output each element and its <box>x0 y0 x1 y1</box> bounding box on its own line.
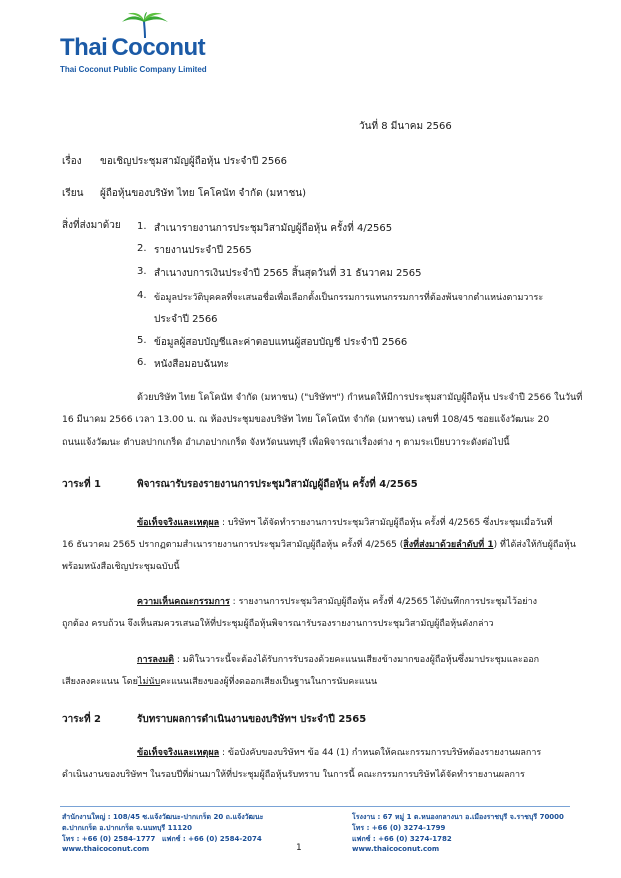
intro-line: 16 มีนาคม 2566 เวลา 13.00 น. ณ ห้องประชุมของบริษัท ไทย โคโคนัท จำกัด (มหาชน) เลขที่ 108/45 ซอยแจ้งวัฒนะ 20 <box>62 414 550 425</box>
agenda1-vote-line: เสียงลงคะแนน โดยไม่นับคะแนนเสียงของผู้ที่งดออกเสียงเป็นฐานในการนับคะแนน <box>62 677 378 687</box>
agenda2-facts-line: ข้อเท็จจริงและเหตุผล : ข้อบังคับของบริษัทฯ ข้อ 44 (1) กำหนดให้คณะกรรมการบริษัทต้องรายงานผลการ <box>137 748 542 758</box>
agenda1-facts-line: พร้อมหนังสือเชิญประชุมฉบับนี้ <box>62 562 180 572</box>
subject-text: ขอเชิญประชุมสามัญผู้ถือหุ้น ประจำปี 2566 <box>100 156 287 167</box>
agenda2-facts-line: ดำเนินงานของบริษัทฯ ในรอบปีที่ผ่านมาให้ที่ประชุมผู้ถือหุ้นรับทราบ ในการนี้ คณะกรรมการบริษัทได้จัดทำรายงานผลการ <box>62 770 525 780</box>
agenda1-opinion-line: ถูกต้อง ครบถ้วน จึงเห็นสมควรเสนอให้ที่ประชุมผู้ถือหุ้นพิจารณารับรองรายงานการประชุมวิสามัญผู้ถือหุ้นดังกล่าว <box>62 619 494 629</box>
recipient-label: เรียน <box>62 188 84 199</box>
enclosures-label: สิ่งที่ส่งมาด้วย <box>62 220 121 231</box>
agenda1-facts-line: ข้อเท็จจริงและเหตุผล : บริษัทฯ ได้จัดทำรายงานการประชุมวิสามัญผู้ถือหุ้น ครั้งที่ 4/2565 ซึ่งประชุมเมื่อวันที่ <box>137 518 553 528</box>
agenda1-facts-label: ข้อเท็จจริงและเหตุผล <box>137 518 220 528</box>
footer-hq-address: สำนักงานใหญ่ : 108/45 ซ.แจ้งวัฒนะ-ปากเกร็ด 20 ถ.แจ้งวัฒนะ <box>62 813 264 821</box>
footer-divider <box>60 806 570 807</box>
recipient-text: ผู้ถือหุ้นของบริษัท ไทย โคโคนัท จำกัด (มหาชน) <box>100 188 306 199</box>
footer-hq-address-2: ต.ปากเกร็ด อ.ปากเกร็ด จ.นนทบุรี 11120 <box>62 824 192 832</box>
agenda2-label: วาระที่ 2 <box>62 714 102 725</box>
agenda1-vote-line: การลงมติ : มติในวาระนี้จะต้องได้รับการรับรองด้วยคะแนนเสียงข้างมากของผู้ถือหุ้นซึ่งมาประชุมและออก <box>137 655 540 665</box>
footer-hq-fax: แฟกซ์ : +66 (0) 2584-2074 <box>162 835 262 843</box>
agenda1-opinion-line: ความเห็นคณะกรรมการ : รายงานการประชุมวิสามัญผู้ถือหุ้น ครั้งที่ 4/2565 ได้บันทึกการประชุมไว้อย่าง <box>137 597 538 607</box>
footer-hq-phone: โทร : +66 (0) 2584-1777 <box>62 835 156 843</box>
footer-factory-phone: โทร : +66 (0) 3274-1799 <box>352 824 446 832</box>
letter-date: วันที่ 8 มีนาคม 2566 <box>359 121 452 132</box>
agenda1-facts-line: 16 ธันวาคม 2565 ปรากฏตามสำเนารายงานการประชุมวิสามัญผู้ถือหุ้น ครั้งที่ 4/2565 (สิ่งที่ส่งมาด้วยลำดับที่ 1) ที่ได้ส่งให้กับผู้ถือหุ้น <box>62 540 576 550</box>
logo-company-name: Thai Coconut Public Company Limited <box>60 65 207 74</box>
intro-line: ถนนแจ้งวัฒนะ ตำบลปากเกร็ด อำเภอปากเกร็ด จังหวัดนนทบุรี เพื่อพิจารณาเรื่องต่าง ๆ ตามระเบียบวาระดังต่อไปนี้ <box>62 437 510 448</box>
subject-label: เรื่อง <box>62 156 82 167</box>
logo-word-coconut: Coconut <box>111 34 206 61</box>
agenda1-vote-label: การลงมติ <box>137 655 175 665</box>
footer-factory-website[interactable]: www.thaicoconut.com <box>352 845 440 853</box>
company-logo <box>60 12 220 74</box>
agenda2-title: รับทราบผลการดำเนินงานของบริษัทฯ ประจำปี 2565 <box>137 714 367 725</box>
intro-line: ด้วยบริษัท ไทย โคโคนัท จำกัด (มหาชน) ("บริษัทฯ") กำหนดให้มีการประชุมสามัญผู้ถือหุ้น ประจำปี 2566 ในวันที่ <box>137 392 583 403</box>
footer-factory-fax: แฟกซ์ : +66 (0) 3274-1782 <box>352 835 452 843</box>
enclosure-reference: สิ่งที่ส่งมาด้วยลำดับที่ 1 <box>403 540 494 550</box>
agenda1-title: พิจารณารับรองรายงานการประชุมวิสามัญผู้ถือหุ้น ครั้งที่ 4/2565 <box>137 479 418 490</box>
page-number: 1 <box>296 843 302 853</box>
agenda2-facts-label: ข้อเท็จจริงและเหตุผล <box>137 748 220 758</box>
footer-factory-address: โรงงาน : 67 หมู่ 1 ต.หนองกลางนา อ.เมืองราชบุรี จ.ราชบุรี 70000 <box>352 813 564 821</box>
agenda1-label: วาระที่ 1 <box>62 479 102 490</box>
agenda1-opinion-label: ความเห็นคณะกรรมการ <box>137 597 230 607</box>
logo-word-thai: Thai <box>60 34 108 61</box>
footer-hq-website[interactable]: www.thaicoconut.com <box>62 845 150 853</box>
